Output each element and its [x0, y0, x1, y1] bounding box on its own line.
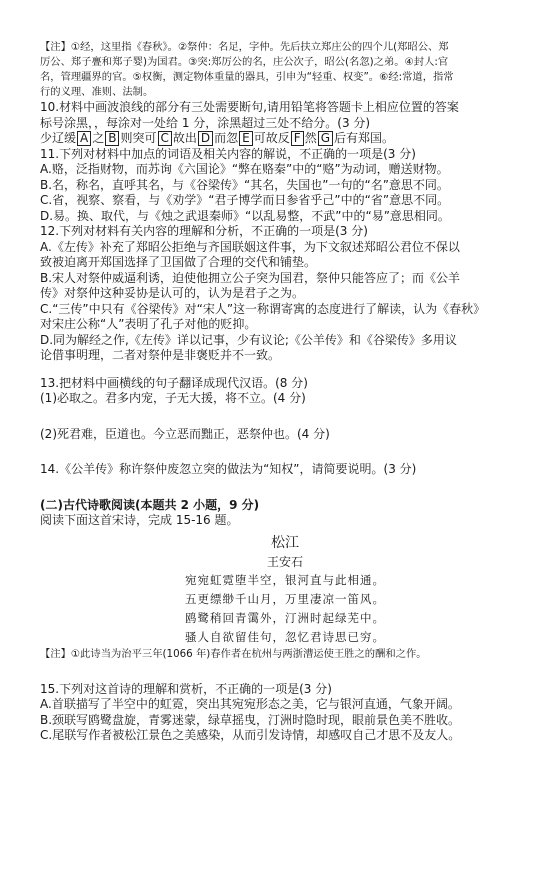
exam-page	[40, 40, 530, 744]
question-15-stem: 15.下列对这首诗的理解和赏析，不正确的一项是(3 分)	[40, 681, 332, 696]
annotation-block-1	[40, 40, 530, 100]
choice-b-cont[interactable]: 传》对祭仲这种妥协是认可的，认为是君子之为。	[40, 286, 305, 300]
question-13-item-1: (1)必取之。君多内宠，子无大援，将不立。(4 分)	[40, 391, 306, 405]
choice-a-cont[interactable]: 致被迫离开郑国选择了卫国做了合理的交代和铺垫。	[40, 255, 317, 269]
choice-c[interactable]: C.省，视察、察看，与《劝学》“君子博学而日参省乎己”中的“省”意思不同。	[40, 193, 450, 207]
choice-c-cont[interactable]: 对宋庄公称“人”表明了孔子对他的贬抑。	[40, 317, 257, 331]
choice-d[interactable]: D.易。换、取代，与《烛之武退秦师》“以乱易整，不武”中的“易”意思相同。	[40, 208, 450, 223]
choice-a[interactable]: A.首联描写了半空中的虹霓，突出其宛宛形态之美，它与银河直通，气象开阔。	[40, 697, 460, 711]
poem-line: 五更缥缈千山月，万里凄凉一笛风。	[185, 591, 385, 606]
option-box-c[interactable]: C	[158, 131, 172, 146]
choice-b[interactable]: B.宋人对祭仲威逼利诱，迫使他拥立公子突为国君，祭仲只能答应了；而《公羊	[40, 270, 461, 285]
choice-b[interactable]: B.名，称名，直呼其名，与《谷梁传》“其名，失国也”一句的“名”意思不同。	[40, 177, 449, 192]
question-13	[40, 376, 530, 443]
section-intro: 阅读下面这首宋诗，完成 15-16 题。	[40, 513, 239, 527]
sentence-segment: 则突可	[120, 131, 157, 145]
choice-d-cont[interactable]: 论借事明理，二者对祭仲是非褒贬并不一致。	[40, 348, 281, 362]
section-2	[40, 498, 530, 529]
annotation-line: 【注】①经，这里指《春秋》。②祭仲：名足，字仲。先后扶立郑庄公的四个儿(郑昭公、郑	[40, 41, 449, 53]
sentence-segment: 少辽缓	[40, 131, 77, 145]
poem-line: 宛宛虹霓堕半空，银河直与此相通。	[185, 572, 385, 587]
option-box-a[interactable]: A	[77, 131, 91, 146]
poem-line: 鸥鹭稍回青霭外，汀洲时起绿芜中。	[185, 610, 385, 625]
question-14: 14.《公羊传》称许祭仲废忽立突的做法为“知权”，请简要说明。(3 分)	[40, 462, 417, 476]
choice-d[interactable]: D.同为解经之作,《左传》详以记事，少有议论;《公羊传》和《谷梁传》多用议	[40, 332, 457, 347]
sentence-segment: 故出	[172, 131, 197, 145]
section-heading: (二)古代诗歌阅读(本题共 2 小题，9 分)	[40, 497, 260, 512]
annotation-line: 行的义理、准则、法制。	[40, 86, 154, 98]
choice-c[interactable]: C.尾联写作者被松江景色之美感染，从而引发诗情，却感叹自己才思不及友人。	[40, 728, 461, 742]
question-13-item-2: (2)死君难，臣道也。今立恶而黜正，恶祭仲也。(4 分)	[40, 426, 330, 441]
sentence-segment: 可故反	[253, 131, 290, 145]
question-10-stem-line: 标号涂黑，，每涂对一处给 1 分，涂黑超过三处不给分。(3 分)	[40, 115, 371, 130]
question-13-stem: 13.把材料中画横线的句子翻译成现代汉语。(8 分)	[40, 375, 308, 390]
poem-line: 骚人自欲留佳句，忽忆君诗思已穷。	[185, 629, 385, 644]
poem-title: 松江	[271, 534, 299, 551]
question-11	[40, 147, 530, 225]
annotation-line: 名，管理疆界的官。⑤权衡，测定物体重量的器具，引申为“轻重、权变”。⑥经:常道，指常	[40, 71, 454, 83]
choice-a[interactable]: A.赂，泛指财物，而苏询《六国论》“弊在赂秦”中的“赂”为动词，赠送财物。	[40, 162, 449, 176]
annotation-line: 厉公、郑子亹和郑子婴)为国君。③突:郑厉公的名，庄公次子，昭公(名忽)之弟。④封人:官	[40, 56, 449, 68]
poem-annotation: 【注】①此诗当为治平三年(1066 年)春作者在杭州与两浙漕运使王胜之的酬和之作。	[40, 647, 427, 660]
question-10-stem-line: 10.材料中画波浪线的部分有三处需要断句,请用铅笔将答题卡上相应位置的答案	[40, 100, 459, 114]
sentence-segment: 之	[92, 131, 105, 145]
option-box-g[interactable]: G	[318, 131, 333, 146]
option-box-f[interactable]: F	[291, 131, 304, 146]
sentence-segment: 而忽	[214, 131, 239, 145]
question-10	[40, 100, 530, 147]
question-11-stem: 11.下列对材料中加点的词语及相关内容的解说，不正确的一项是(3 分)	[40, 146, 416, 161]
sentence-segment: 后有郑国。	[334, 131, 395, 145]
option-box-b[interactable]: B	[105, 131, 119, 146]
option-box-e[interactable]: E	[239, 131, 253, 146]
choice-c[interactable]: C.“三传”中只有《谷梁传》对“宋人”这一称谓寄寓的态度进行了解读，认为《春秋》	[40, 301, 486, 316]
choice-b[interactable]: B.颈联写鸥鹭盘旋，青雾迷蒙，绿草摇曳，汀洲时隐时现，眼前景色美不胜收。	[40, 712, 461, 727]
choice-a[interactable]: A.《左传》补充了郑昭公拒绝与齐国联姻这件事，为下文叙述郑昭公君位不保以	[40, 239, 460, 254]
question-12	[40, 224, 530, 364]
question-12-stem: 12.下列对材料有关内容的理解和分析，不正确的一项是(3 分)	[40, 224, 368, 238]
poem-author: 王安石	[266, 554, 303, 569]
option-box-d[interactable]: D	[198, 131, 213, 146]
question-15	[40, 682, 530, 744]
punctuation-sentence	[40, 131, 530, 147]
sentence-segment: 然	[304, 131, 317, 145]
poem	[40, 533, 530, 662]
